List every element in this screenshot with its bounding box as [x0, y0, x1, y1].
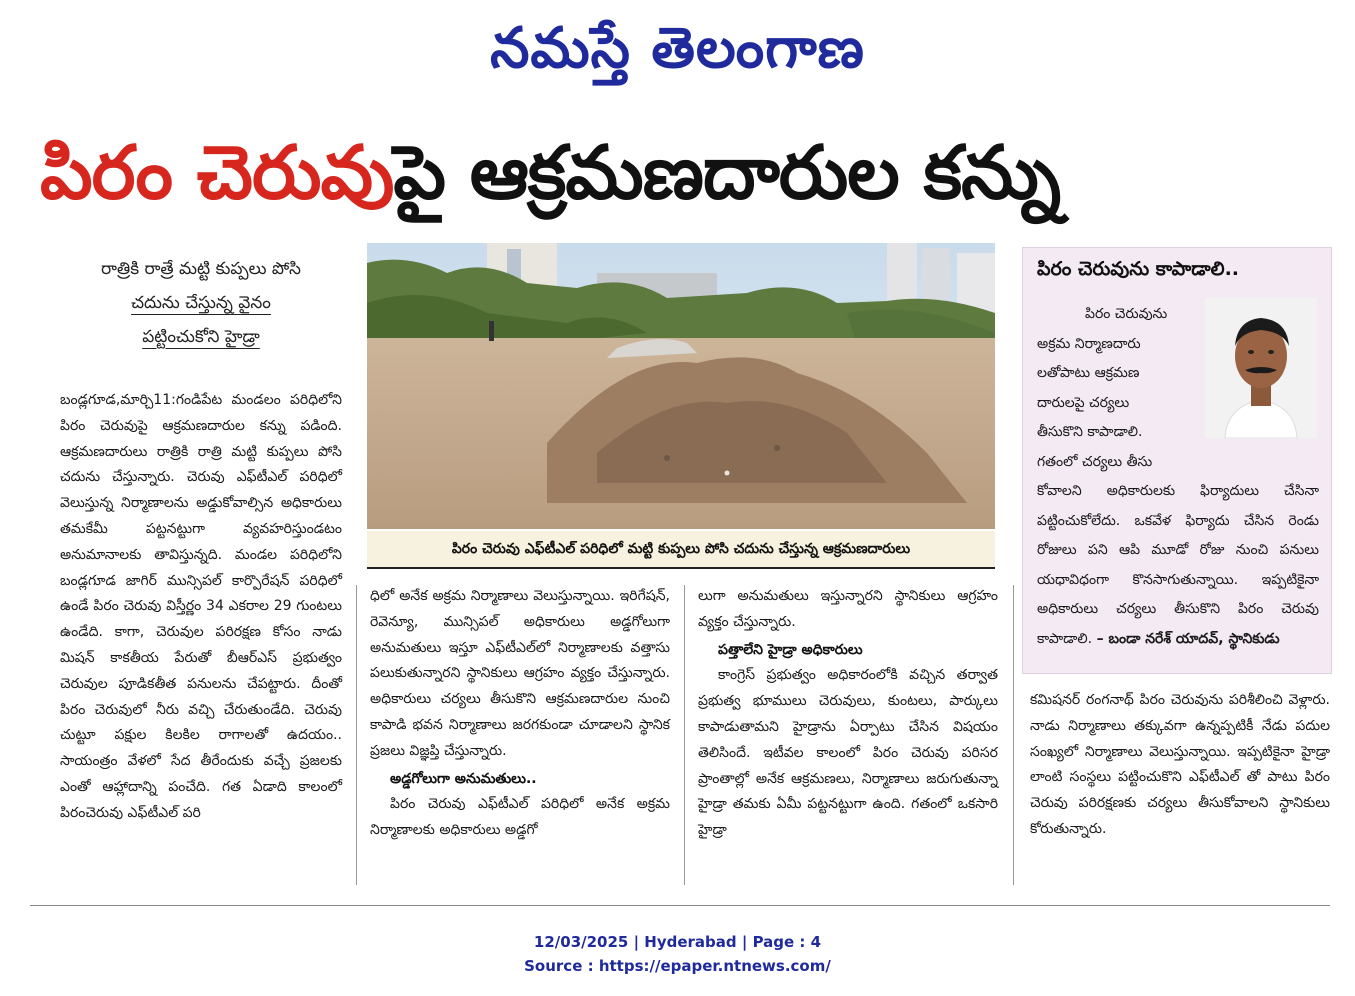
- sidebar-line: దారులపై చర్యలు: [1037, 394, 1130, 411]
- sidebar-attribution: – బండా నరేశ్ యాదవ్, స్థానికుడు: [1096, 630, 1280, 647]
- headline-red-part: పిరం చెరువు: [40, 130, 394, 216]
- article-paragraph: కమిషనర్ రంగనాథ్ పిరం చెరువును పరిశీలించి వెళ్లారు. నాడు నిర్మాణాలు తక్కువగా ఉన్నప్పటికీ నేడు పదుల సంఖ్యలో నిర్మాణాలు వెలుస్తున్నాయి. ఇప్పటికైనా హైడ్రా లాంటి సంస్థలు పట్టించుకొని ఎఫ్‌టీఎల్ తో పాటు పిరం చెరువు పరిరక్షణకు చర్యలు తీసుకోవాలని స్థానికులు కోరుతున్నారు.: [1030, 692, 1330, 837]
- article-paragraph: బండ్లగూడ,మార్చి11:గండిపేట మండలం పరిధిలోని పిరం చెరువుపై ఆక్రమణదారుల కన్ను పడింది. ఆక్రమణదారులు రాత్రికి రాత్రి మట్టి కుప్పలు పోసి చదును చేస్తున్నారు. చెరువు ఎఫ్‌టీఎల్ పరిధిలో వెలుస్తున్న నిర్మాణాలను అడ్డుకోవాల్సిన అధికారులు తమకేమీ పట్టనట్టుగా వ్యవహరిస్తుండటం అనుమానాలకు తావిస్తున్నది. మండల పరిధిలోని బండ్లగూడ జాగిర్ మున్సిపల్ కార్పొరేషన్ పరిధిలో ఉండే పిరం చెరువు విస్తీర్ణం 34 ఎకరాల 29 గుంటలు ఉండేది. కాగా, చెరువుల పరిరక్షణ కోసం నాడు మిషన్ కాకతీయ పేరుతో బీఆర్ఎస్ ప్రభుత్వం చెరువుల పూడికతీత పనులను చేపట్టారు. దీంతో పిరం చెరువులో నీరు వచ్చి చేరుతుండేది. చెరువు చుట్టూ పక్షుల కిలకిల రాగాలతో ఉదయం.. సాయంత్రం వేళలో సేద తీరేందుకు వచ్చే ప్రజలకు ఎంతో ఆహ్లాదాన్ని పంచేది. గత ఏడాది కాలంలో పిరంచెరువు ఎఫ్‌టీఎల్ పరి: [60, 392, 342, 821]
- footer-date-line: 12/03/2025 | Hyderabad | Page : 4: [533, 933, 822, 951]
- sidebar-body: [1037, 300, 1319, 654]
- article-paragraph: పిరం చెరువు ఎఫ్‌టీఎల్ పరిధిలో అనేక అక్రమ నిర్మాణాలకు అధికారులు అడ్డగో: [370, 796, 670, 839]
- article-column-2: [370, 584, 670, 844]
- sidebar-title: పిరం చెరువును కాపాడాలి..: [1037, 258, 1240, 280]
- sidebar-line: గతంలో చర్యలు తీసు: [1037, 453, 1153, 470]
- headline: [40, 118, 1340, 228]
- sidebar-paragraph: [1037, 477, 1319, 654]
- article-photo: [367, 243, 995, 529]
- subheadline-line-1: రాత్రికి రాత్రే మట్టి కుప్పలు పోసి: [101, 259, 301, 279]
- column-divider: [684, 585, 685, 885]
- column-divider: [1013, 585, 1014, 885]
- sidebar-line: తీసుకొని కాపాడాలి.: [1037, 424, 1143, 440]
- article-column-4: [1030, 688, 1330, 843]
- section-subheading: అడ్డగోలుగా అనుమతులు..: [390, 770, 537, 787]
- photo-illustration: [367, 243, 995, 529]
- photo-caption: పిరం చెరువు ఎఫ్‌టీఎల్ పరిధిలో మట్టి కుప్పలు పోసి చదును చేస్తున్న ఆక్రమణదారులు: [367, 531, 995, 569]
- sidebar-quote-box: [1022, 247, 1332, 674]
- subheadline-line-2: చదును చేస్తున్న వైనం: [131, 293, 271, 313]
- masthead-logo: నమస్తే తెలంగాణ: [490, 15, 865, 81]
- sidebar-text: కోవాలని అధికారులకు ఫిర్యాదులు చేసినా పట్టించుకోలేదు. ఒకవేళ ఫిర్యాదు చేసిన రెండు రోజులు పని ఆపి మూడో రోజు నుంచి పనులు యధావిధంగా కొనసాగుతున్నాయి. ఇప్పటికైనా అధికారులు చర్యలు తీసుకొని పిరం చెరువు కాపాడాలి.: [1037, 483, 1319, 647]
- section-subheading: పత్తాలేని హైడ్రా అధికారులు: [718, 641, 863, 658]
- article-column-1: [60, 388, 342, 827]
- article-column-3: [698, 584, 998, 844]
- headline-black-part: పై ఆక్రమణదారుల కన్ను: [393, 130, 1061, 216]
- footer-divider: [30, 905, 1330, 906]
- page-footer: [0, 930, 1355, 978]
- article-paragraph: ధిలో అనేక అక్రమ నిర్మాణాలు వెలుస్తున్నాయి. ఇరిగేషన్, రెవెన్యూ, మున్సిపల్ అధికారులు అడ్డగోలుగా అనుమతులు ఇస్తూ ఎఫ్‌టీఎల్‌లో నిర్మాణాలకు వత్తాసు పలుకుతున్నారని స్థానికులు ఆగ్రహం వ్యక్తం చేస్తున్నారు. అధికారులు చర్యలు తీసుకొని ఆక్రమణదారుల నుంచి కాపాడి భవన నిర్మాణాలు జరగకుండా చూడాలని స్థానిక ప్రజలు విజ్ఞప్తి చేస్తున్నారు.: [370, 588, 670, 759]
- sidebar-line: పిరం చెరువును: [1085, 306, 1168, 322]
- article-paragraph: కాంగ్రెస్ ప్రభుత్వం అధికారంలోకి వచ్చిన తర్వాత ప్రభుత్వ భూములు చెరువులు, కుంటలు, పార్కులు కాపాడుతామని హైడ్రాను ఏర్పాటు చేసిన విషయం తెలిసిందే. ఇటీవల కాలంలో పిరం చెరువు పరిసర ప్రాంతాల్లో అనేక ఆక్రమణలు, నిర్మాణాలు జరుగుతున్నా హైడ్రా తమకు ఏమీ పట్టనట్టుగా ఉంది. గతంలో ఒకసారి హైడ్రా: [698, 667, 998, 839]
- article-paragraph: లుగా అనుమతులు ఇస్తున్నారని స్థానికులు ఆగ్రహం వ్యక్తం చేస్తున్నారు.: [698, 588, 998, 630]
- subheadline: [56, 252, 346, 354]
- column-divider: [356, 585, 357, 885]
- sidebar-line: లతోపాటు ఆక్రమణ: [1037, 365, 1140, 381]
- sidebar-line: అక్రమ నిర్మాణదారు: [1037, 335, 1141, 352]
- footer-source-line: Source : https://epaper.ntnews.com/: [524, 957, 831, 975]
- subheadline-line-3: పట్టించుకోని హైడ్రా: [142, 327, 260, 347]
